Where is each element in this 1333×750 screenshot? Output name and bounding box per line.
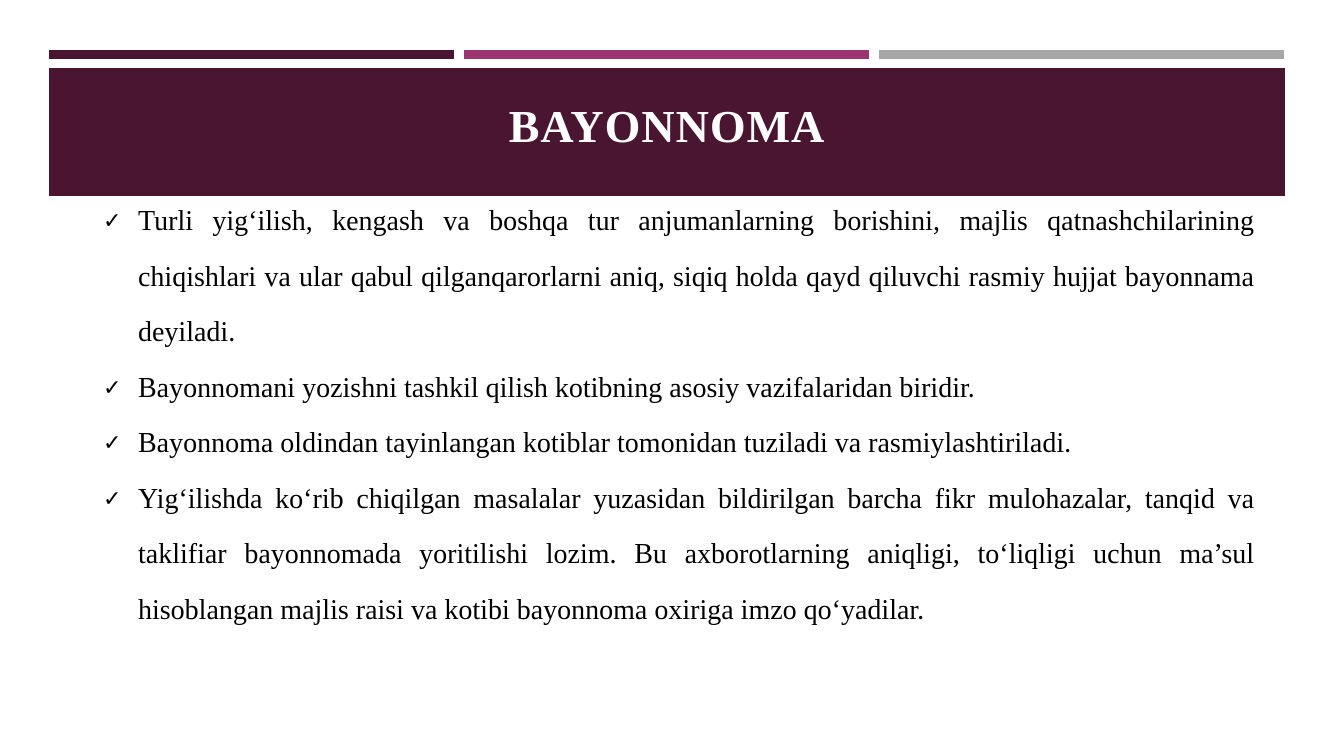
bullet-text: Bayonnomani yozishni tashkil qilish kotibning asosiy vazifalaridan biridir. — [138, 372, 975, 404]
accent-stripe-gray — [879, 50, 1284, 59]
bullet-item — [98, 361, 1254, 417]
checkmark-icon: ✓ — [103, 431, 122, 456]
bullet-text: Yig‘ilishda ko‘rib chiqilgan masalalar yuzasidan bildirilgan barcha fikr mulohazalar, tanqid va taklifiar bayonnomada yoritilishi lozim. Bu axborotlarning aniqligi, to‘liqligi uchun ma’sul hisoblangan majlis raisi va kotibi bayonnoma oxiriga imzo qo‘yadilar. — [138, 483, 1254, 626]
accent-stripe-dark — [49, 50, 454, 59]
bullet-text: Bayonnoma oldindan tayinlangan kotiblar tomonidan tuziladi va rasmiylashtiriladi. — [138, 428, 1072, 459]
accent-stripe-magenta — [464, 50, 869, 59]
checkmark-icon: ✓ — [103, 486, 122, 512]
bullet-item — [98, 194, 1254, 361]
bullet-item — [98, 472, 1254, 639]
bullet-list — [98, 194, 1254, 638]
checkmark-icon: ✓ — [103, 375, 122, 401]
title-banner — [49, 68, 1285, 196]
bullet-text: Turli yig‘ilish, kengash va boshqa tur anjumanlarning borishini, majlis qatnashchilarining chiqishlari va ular qabul qilganqarorlarni aniq, siqiq holda qayd qiluvchi rasmiy hujjat bayonnama deyiladi. — [138, 206, 1254, 348]
slide-title: BAYONNOMA — [508, 100, 826, 152]
checkmark-icon: ✓ — [103, 209, 122, 234]
bullet-item — [98, 416, 1254, 472]
slide-body — [98, 194, 1254, 638]
